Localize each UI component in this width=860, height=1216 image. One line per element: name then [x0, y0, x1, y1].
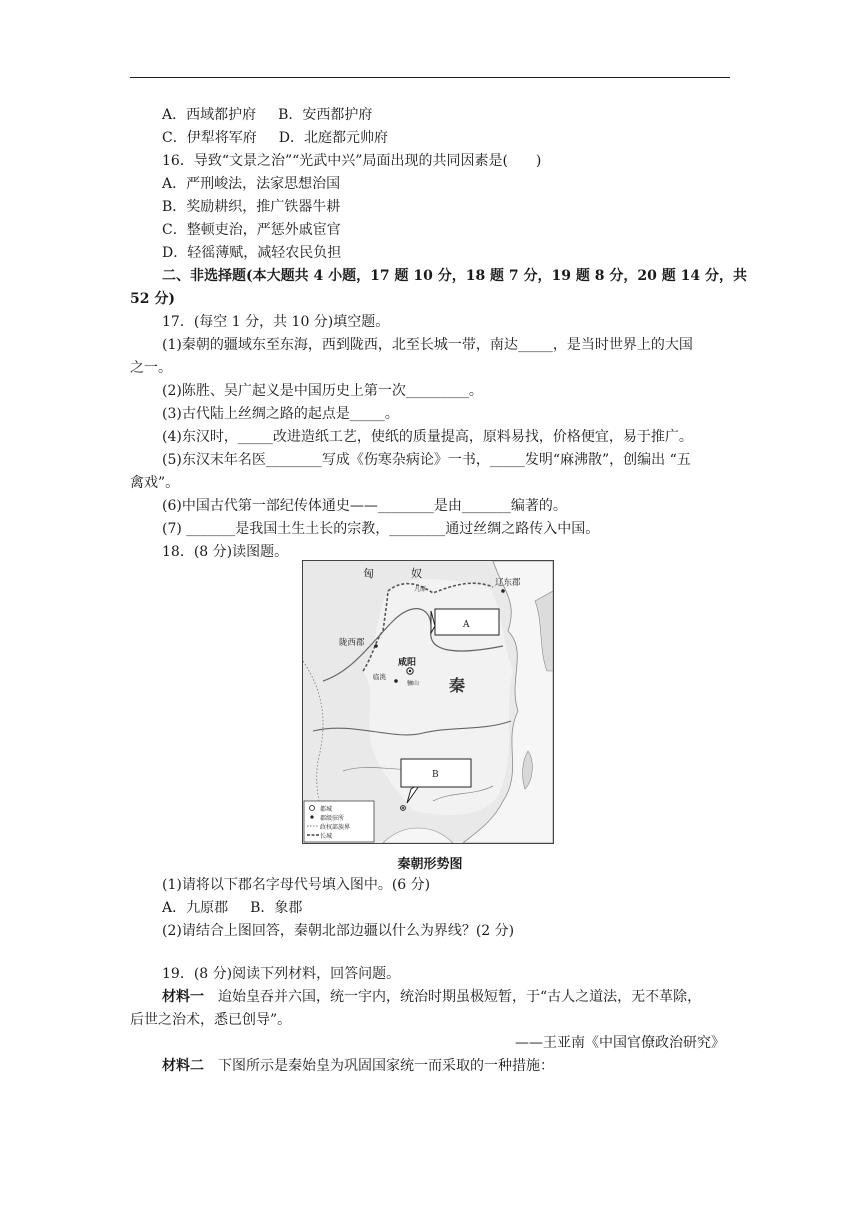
- q18-part1: (1)请将以下郡名字母代号填入图中。(6 分): [162, 877, 431, 893]
- q16-option-c: C．整顿吏治，严惩外戚宦官: [162, 222, 341, 238]
- q18-part1-options: [162, 899, 302, 917]
- q19-material2-label: 材料二: [162, 1058, 204, 1074]
- map-label-lintao: 临洮: [373, 673, 386, 681]
- q16-option-a: A．严刑峻法，法家思想治国: [162, 176, 341, 192]
- legend-great-wall: 长城: [320, 833, 333, 840]
- map-label-xiongnu-2: 奴: [411, 567, 422, 580]
- q19-material1-source: ——王亚南《中国官僚政治研究》: [515, 1035, 725, 1051]
- q15-option-c: C．伊犁将军府: [162, 130, 257, 146]
- q19-material2-text: 下图所示是秦始皇为巩固国家统一而采取的一种措施：: [204, 1058, 554, 1074]
- map-label-longxi: 陇西郡: [339, 638, 365, 648]
- qin-dynasty-map: [302, 560, 554, 844]
- q19-material1-text: 迨始皇吞并六国，统一宇内，统治时期虽极短暂，于“古人之道法，无不革除，: [204, 989, 702, 1005]
- q18-stem: 18．(8 分)读图题。: [162, 544, 289, 560]
- section2-heading: 二、非选择题(本大题共 4 小题，17 题 10 分，18 题 7 分，19 题 8 分，20 题 14 分，共: [162, 268, 747, 284]
- map-label-xianyang: 咸阳: [398, 658, 417, 668]
- map-box-b-label: B: [432, 770, 439, 780]
- q17-item3: (3)古代陆上丝绸之路的起点是_____。: [162, 406, 399, 422]
- q18-option-a: A．九原郡: [162, 900, 229, 916]
- q17-item5: (5)东汉末年名医________写成《伤寒杂病论》一书，_____发明“麻沸散”，创编出 “五: [162, 452, 691, 468]
- q16-stem: 16．导致“文景之治”“光武中兴”局面出现的共同因素是( ): [162, 153, 542, 169]
- map-caption: 秦朝形势图: [397, 857, 463, 872]
- q19-material1-label: 材料一: [162, 989, 204, 1005]
- q15-option-a: A．西域都护府: [162, 107, 257, 123]
- section2-heading-cont: 52 分): [130, 291, 175, 307]
- map-label-jiuyuan-mark: 九原: [414, 586, 427, 593]
- q17-item7: (7) _______是我国土生土长的宗教，________通过丝绸之路传入中国。: [162, 521, 600, 537]
- map-label-qin: 秦: [449, 676, 466, 695]
- q17-item2: (2)陈胜、吴广起义是中国历史上第一次_________。: [162, 383, 483, 399]
- q17-item5-cont: 禽戏”。: [130, 475, 180, 491]
- legend-capital: 都城: [320, 806, 333, 813]
- q17-item1: (1)秦朝的疆域东至东海，西到陇西，北至长城一带，南达_____，是当时世界上的大国: [162, 337, 693, 353]
- q16-option-b: B．奖励耕织，推广铁器牛耕: [162, 199, 341, 215]
- q19-material1-cont: 后世之治术，悉已创导”。: [130, 1012, 292, 1028]
- q19-material2: [162, 1057, 554, 1075]
- q19-stem: 19．(8 分)阅读下列材料，回答问题。: [162, 966, 401, 982]
- map-label-lishan: 骊山: [407, 680, 420, 687]
- q18-option-b: B．象郡: [250, 900, 303, 916]
- q15-options-row2: [162, 129, 388, 147]
- q15-option-d: D．北庭都元帅府: [278, 130, 388, 146]
- q18-part2: (2)请结合上图回答，秦朝北部边疆以什么为界线？(2 分): [162, 923, 515, 939]
- map-label-xiongnu-1: 匈: [363, 567, 374, 580]
- legend-border: 政权部族界: [320, 824, 351, 831]
- map-graphic: [303, 561, 553, 843]
- map-box-a-label: A: [463, 620, 470, 630]
- header-rule: [130, 77, 730, 78]
- q17-item4: (4)东汉时，_____改进造纸工艺，使纸的质量提高，原料易找，价格便宜，易于推广。: [162, 429, 693, 445]
- q15-option-b: B．安西都护府: [278, 107, 373, 123]
- q15-options-row1: [162, 106, 372, 124]
- map-label-liaodong: 辽东郡: [495, 578, 521, 588]
- q17-item6: (6)中国古代第一部纪传体通史——________是由_______编著的。: [162, 498, 567, 514]
- q17-stem: 17．(每空 1 分，共 10 分)填空题。: [162, 314, 390, 330]
- q16-option-d: D．轻徭薄赋，减轻农民负担: [162, 245, 342, 261]
- q17-item1-cont: 之一。: [130, 360, 172, 376]
- q19-material1: [162, 988, 701, 1006]
- legend-county-seat: 郡级驻所: [320, 815, 345, 822]
